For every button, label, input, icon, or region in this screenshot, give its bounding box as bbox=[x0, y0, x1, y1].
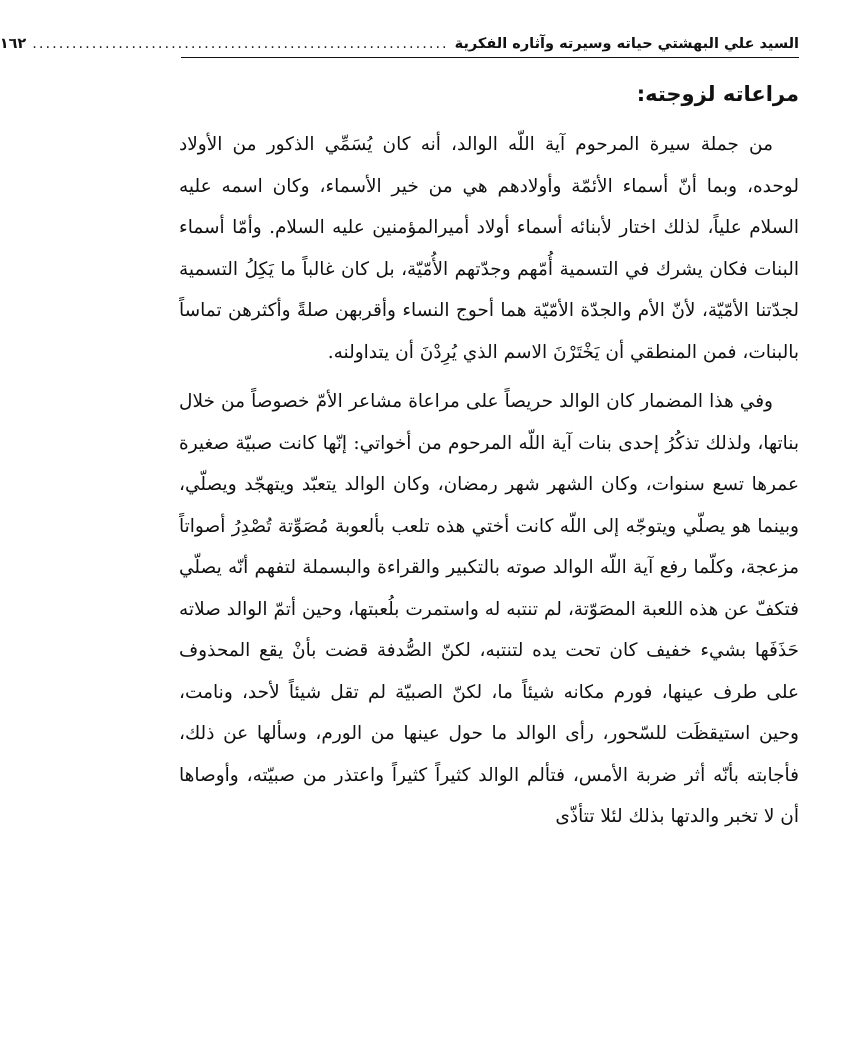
paragraph: من جملة سيرة المرحوم آية اللّه الوالد، أنه كان يُسَمِّي الذكور من الأولاد لوحده، وبما أنّ أسماء الأئمّة وأولادهم هي من خير الأسماء، وكان اسمه عليه السلام علياً، لذلك اختار لأبنائه أسماء أولاد أميرالمؤمنين عليه السلام. وأمّا أسماء البنات فكان يشرك في التسمية أُمّهم وجدّتهم الأُمّيّة، بل كان غالباً ما يَكِلُ التسمية لجدّتنا الأمّيّة، لأنّ الأم والجدّة الأمّيّة هما أحوج النساء وأقربهن صلةً وأكثرهن تماساً بالبنات، فمن المنطقي أن يَخْتَرْنَ الاسم الذي يُرِدْنَ أن يتداولنه. bbox=[179, 134, 799, 363]
running-title: السيد علي البهشتي حياته وسيرته وآثاره الفكرية bbox=[454, 36, 799, 52]
running-header bbox=[0, 28, 799, 58]
dot-leader: ............................................................... bbox=[32, 36, 449, 52]
paragraph: وفي هذا المضمار كان الوالد حريصاً على مراعاة مشاعر الأمّ خصوصاً من خلال بناتها، ولذلك تذكُرُ إحدى بنات آية اللّه المرحوم من أخواتي: إنّها كانت صبيّة صغيرة عمرها تسع سنوات، وكان الشهر شهر رمضان، وكان الوالد يتعبّد ويتهجّد ويصلّي، وبينما هو يصلّي ويتوجّه إلى اللّه كانت أختي هذه تلعب بألعوبة مُصَوِّتة تُصْدِرُ أصواتاً مزعجة، وكلّما رفع آية اللّه الوالد صوته بالتكبير والقراءة والبسملة لتفهم أنّه يصلّي فتكفّ عن هذه اللعبة المصَوّتة، لم تنتبه له واستمرت بلُعبتها، وحين أتمّ الوالد صلاته حَذَفَها بشيء خفيف كان تحت يده لتنتبه، لكنّ الصُّدفة قضت بأنْ يقع المحذوف على طرف عينها، فورم مكانه شيئاً ما، لكنّ الصبيّة لم تقل شيئاً لأحد، ونامت، وحين استيقظَت للسّحور، رأى الوالد ما حول عينها من الورم، وسألها عن ذلك، فأجابته بأنّه أثر ضربة الأمس، فتألم الوالد كثيراً كثيراً واعتذر من صبيّته، وأوصاها أن لا تخبر والدتها بذلك لئلا تتأذّى bbox=[179, 391, 799, 827]
body-text bbox=[179, 124, 799, 838]
page-number: ١٦٢ bbox=[0, 36, 27, 52]
section-heading: مراعاته لزوجته: bbox=[636, 82, 799, 106]
